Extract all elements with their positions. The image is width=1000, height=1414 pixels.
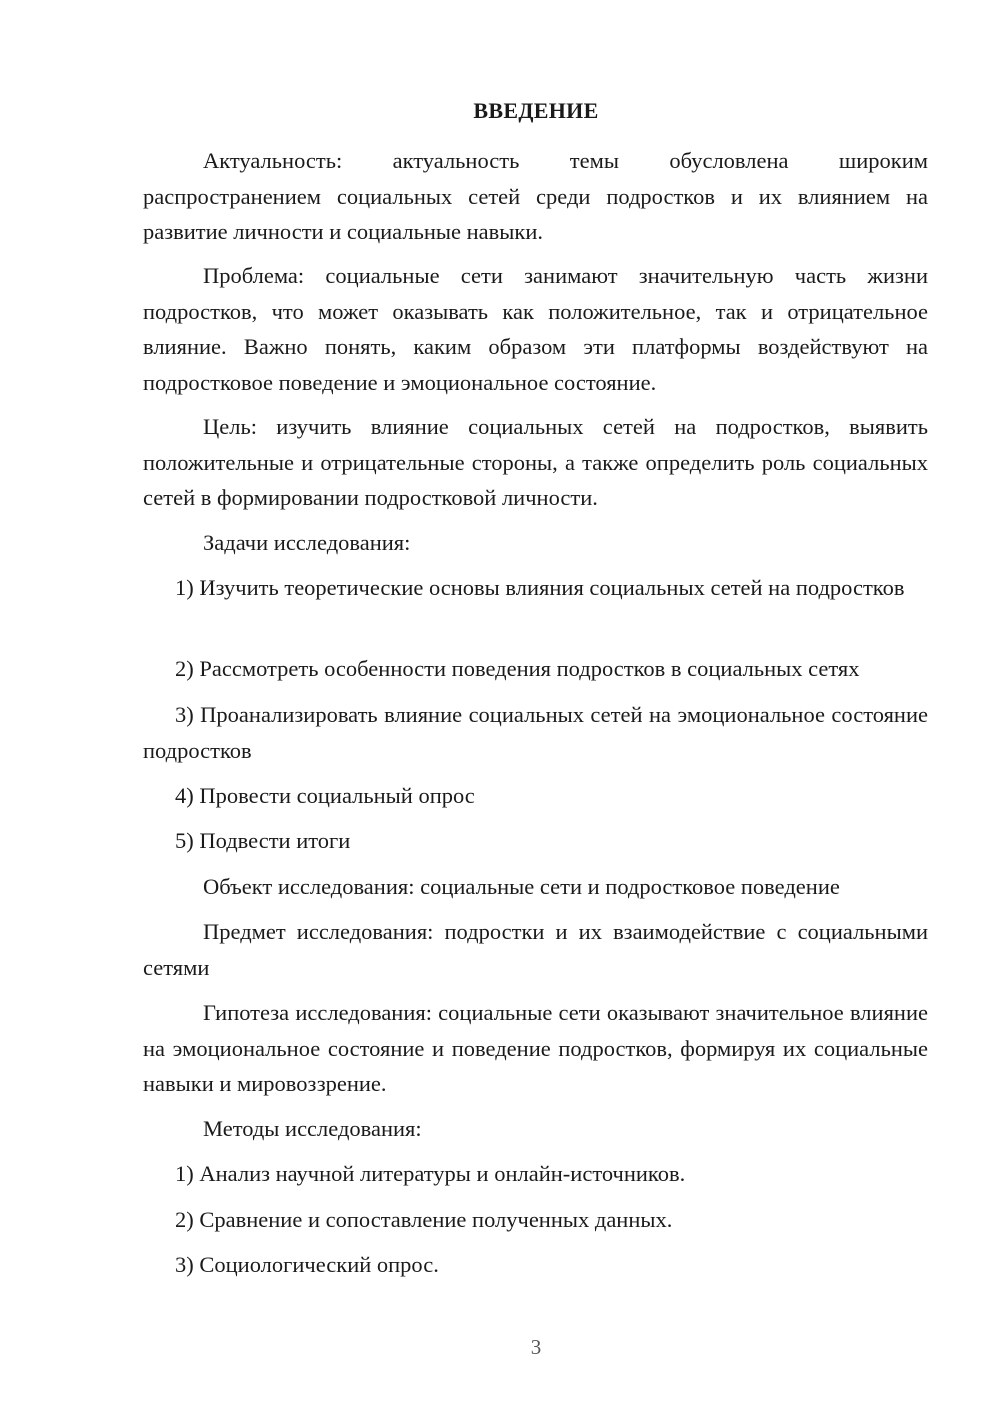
method-item-1: 1) Анализ научной литературы и онлайн-источников. xyxy=(175,1161,686,1186)
task-item-4: 4) Провести социальный опрос xyxy=(175,783,475,808)
subject-paragraph: Предмет исследования: подростки и их взаимодействие с социальными сетями xyxy=(143,919,928,980)
method-item-2: 2) Сравнение и сопоставление полученных данных. xyxy=(175,1207,673,1232)
hypothesis-paragraph: Гипотеза исследования: социальные сети оказывают значительное влияние на эмоциональное состояние и поведение подростков, формируя их социальные навыки и мировоззрение. xyxy=(143,1000,928,1096)
method-item-3: 3) Социологический опрос. xyxy=(175,1252,439,1277)
methods-heading: Методы исследования: xyxy=(203,1116,422,1141)
task-item-3: 3) Проанализировать влияние социальных сетей на эмоциональное состояние подростков xyxy=(143,702,928,763)
problem-paragraph: Проблема: социальные сети занимают значительную часть жизни подростков, что может оказывать как положительное, так и отрицательное влияние. Важно понять, каким образом эти платформы воздействуют на подростковое поведение и эмоциональное состояние. xyxy=(143,263,928,395)
task-item-2: 2) Рассмотреть особенности поведения подростков в социальных сетях xyxy=(175,656,860,681)
relevance-paragraph: Актуальность: актуальность темы обусловлена широким распространением социальных сетей среди подростков и их влиянием на развитие личности и социальные навыки. xyxy=(143,148,928,244)
task-item-5: 5) Подвести итоги xyxy=(175,828,351,853)
tasks-heading: Задачи исследования: xyxy=(203,530,411,555)
page-number: 3 xyxy=(530,1335,542,1359)
goal-paragraph: Цель: изучить влияние социальных сетей на подростков, выявить положительные и отрицательные стороны, а также определить роль социальных сетей в формировании подростковой личности. xyxy=(143,414,928,510)
object-paragraph: Объект исследования: социальные сети и подростковое поведение xyxy=(203,874,840,899)
page-title: ВВЕДЕНИЕ xyxy=(473,98,599,123)
task-item-1: 1) Изучить теоретические основы влияния социальных сетей на подростков xyxy=(175,575,905,600)
